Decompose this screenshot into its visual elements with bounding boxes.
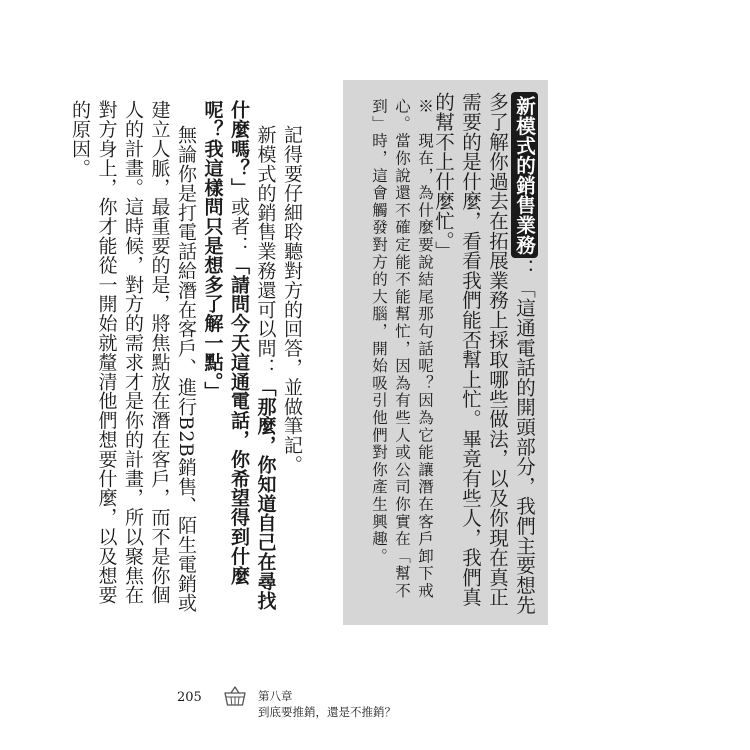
paragraph-questions — [199, 100, 279, 620]
question-two: 「請問今天這通電話，你希望得到什麼呢？我這樣問只是想多了解一點。」 — [201, 100, 250, 586]
explanation-note: ※ 現在，為什麼要說結尾那句話呢？因為它能讓潛在客戶卸下戒心。當你說還不確定能不能幫忙，因為有些人或公司你實在「幫不到」時，這會觸發對方的大腦，開始吸引他們對你產生興趣。 — [370, 98, 434, 600]
question-one: 「那麼，你知道自己在尋找什麼嗎？」 — [228, 100, 277, 610]
example-script-text — [430, 92, 538, 617]
questions-or: 或者： — [228, 197, 250, 256]
chapter-number: 第八章 — [258, 689, 293, 703]
body-text — [67, 100, 306, 620]
shopping-basket-icon — [222, 684, 248, 710]
paragraph-listen: 記得要仔細聆聽對方的回答，並做筆記。 — [281, 124, 303, 474]
page-number: 205 — [177, 690, 202, 705]
label-colon: ： — [513, 258, 536, 279]
chapter-title: 到底要推銷，還是不推銷？ — [258, 705, 396, 719]
example-script-quote: 「這通電話的開頭部分，我們主要想先多了解你過去在拓展業務上採取哪些做法，以及你現在真正需要的是什麼，看看我們能否幫上忙。畢竟有些人，我們真的幫不上什麼忙。」 — [432, 92, 536, 615]
example-script-box — [343, 80, 548, 625]
new-mode-sales-label: 新模式的銷售業務 — [511, 92, 538, 258]
questions-intro: 新模式的銷售業務還可以問： — [254, 124, 277, 377]
paragraph-focus: 無論你是打電話給潛在客戶、進行B2B銷售、陌生電銷或建立人脈，最重要的是，將焦點放在潛在客戶，而不是你個人的計畫。這時候，對方的需求才是你的計畫，所以聚焦在對方身上，你才能從一開始就釐清他們想要什麼，以及想要的原因。 — [69, 100, 197, 613]
